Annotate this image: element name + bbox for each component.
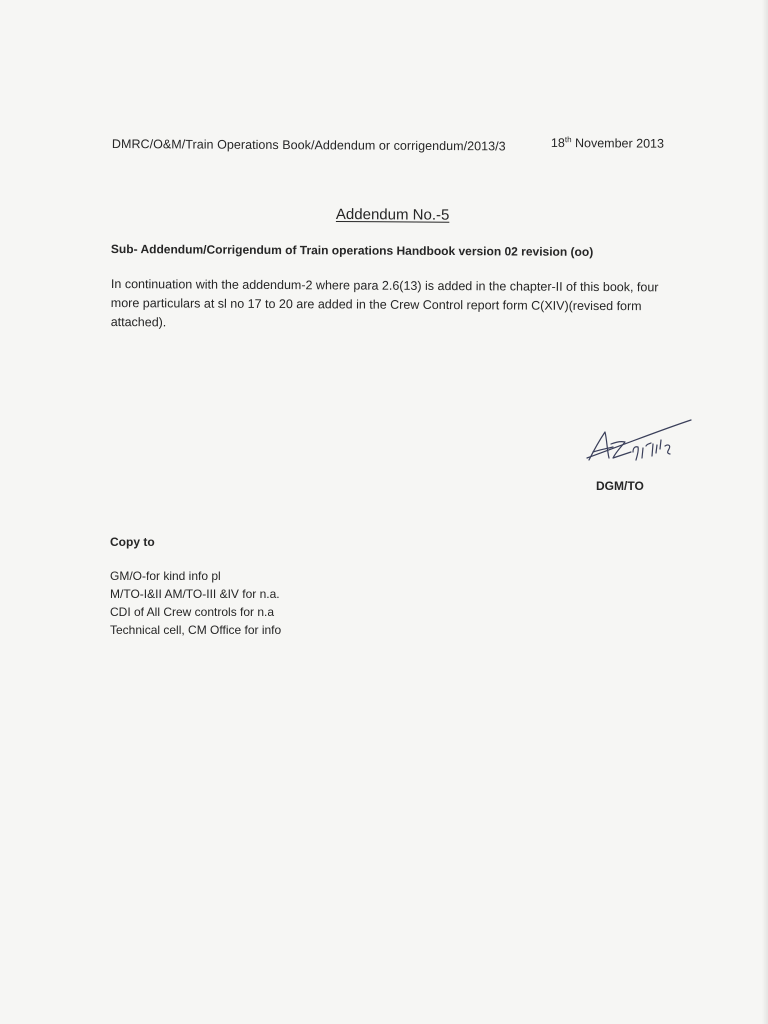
copy-recipient: M/TO-I&II AM/TO-III &IV for n.a. — [110, 587, 280, 601]
page-edge-shadow — [762, 0, 768, 1024]
body-line: more particulars at sl no 17 to 20 are added in the Crew Control report form C(XIV)(revised form — [110, 295, 642, 314]
copy-recipient: Technical cell, CM Office for info — [110, 623, 282, 637]
date-suffix: th — [564, 135, 572, 145]
subject-line: Sub- Addendum/Corrigendum of Train operations Handbook version 02 revision (oo) — [110, 242, 594, 259]
reference-number: DMRC/O&M/Train Operations Book/Addendum or corrigendum/2013/3 — [111, 137, 506, 154]
copy-to-list — [110, 567, 281, 639]
signatory-designation: DGM/TO — [596, 479, 644, 493]
body-paragraph — [111, 275, 671, 335]
document-title: Addendum No.-5 — [335, 206, 450, 224]
copy-recipient: CDI of All Crew controls for n.a — [110, 605, 275, 619]
body-line: In continuation with the addendum-2 where para 2.6(13) is added in the chapter-II of this book, four — [110, 276, 659, 295]
date-month-year: November 2013 — [574, 136, 665, 151]
document-date — [551, 136, 664, 151]
handwritten-signature — [585, 418, 695, 473]
date-day: 18 — [550, 136, 565, 151]
body-line: attached). — [110, 314, 167, 330]
copy-recipient: GM/O-for kind info pl — [110, 569, 221, 583]
copy-to-heading: Copy to — [110, 535, 155, 549]
